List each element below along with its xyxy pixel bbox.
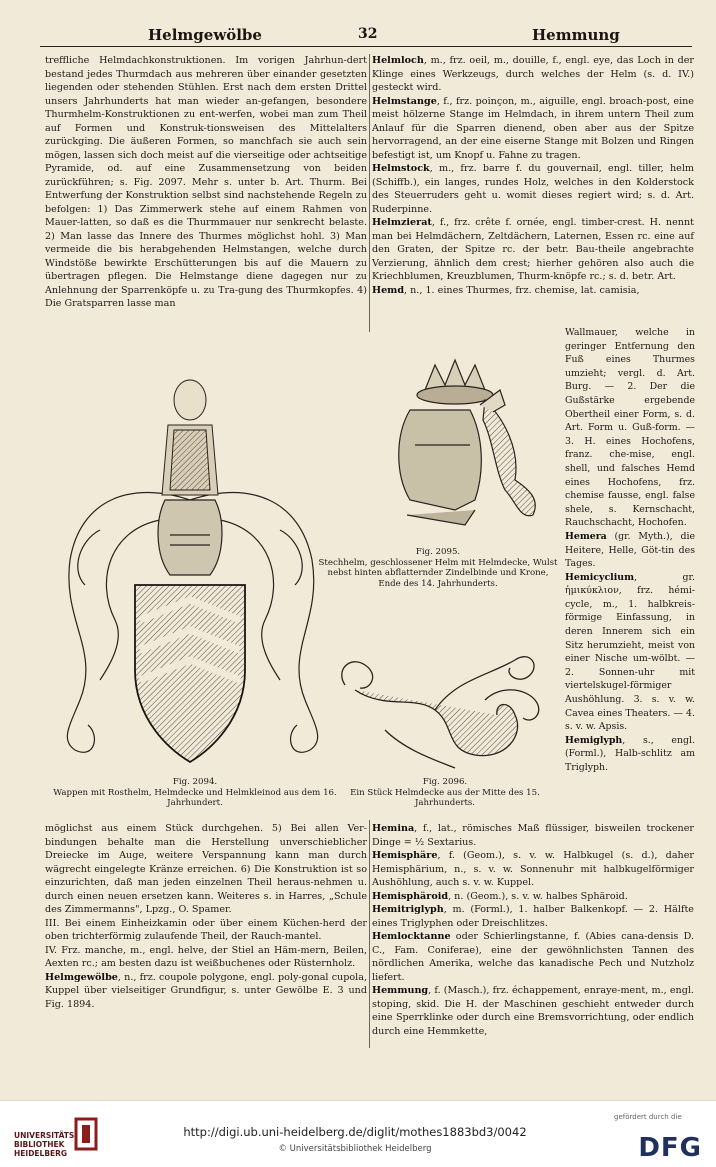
entry-term: Hemisphäroid: [372, 890, 449, 902]
entry-text: Wallmauer, welche in geringer Entfernung den Fuß eines Thurmes umzieht; vergl. d. Art. Burg. — 2. Der die Gußstärke ergebende Obertheil einer Form, s. d. Art. Form u. Guß-form. — 3. H. eines Hochofens, franz. che-mise, engl. shell, und falsches Hemd eines Hochofens, frz. chemise fausse, engl. false shele, s. Kernschacht, Rauchschacht, Hochofen.: [565, 327, 695, 529]
entry-term: Helmloch: [372, 55, 424, 66]
entry-text: , s., engl. (Forml.), Halb-schlitz am Triglyph.: [565, 734, 695, 773]
funding-note: gefördert durch die: [614, 1113, 682, 1121]
caption-number: Fig. 2094.: [172, 777, 218, 787]
dictionary-entry: [372, 822, 694, 849]
entry-text: , m., frz. barre f. du gouvernail, engl. tiller, helm (Schiffb.), ein langes, rundes Holz, welches in den Kolderstock des Steuerruders geht u. womit dieses regiert wird; s. d. Art. Ruderpinne.: [372, 163, 694, 215]
entry-text: , n. (Geom.), s. v. w. halbes Sphäroid.: [448, 890, 628, 902]
page-header: [40, 24, 692, 47]
entry-term: Hemlocktanne: [372, 931, 451, 942]
dictionary-entry: [372, 903, 694, 930]
caption-text: Stechhelm, geschlossener Helm mit Helmdecke, Wulst nebst hinten abflatternder Zindelbinde und Krone, Ende des 14. Jahrhunderts.: [318, 557, 558, 589]
entry-text: , n., frz. coupole polygone, engl. poly-gonal cupola, Kuppel über vielseitiger Grundfigur, s. unter Gewölbe E. 3 und Fig. 1894.: [45, 971, 367, 1010]
dictionary-entry: [565, 734, 695, 775]
dictionary-entry: [372, 890, 694, 904]
entry-term: Hemicyclium: [565, 571, 635, 583]
dictionary-entry: [565, 530, 695, 571]
column-divider-top: [369, 54, 370, 332]
entry-text: IV. Frz. manche, m., engl. helve, der Stiel an Häm-mern, Beilen, Aexten rc.; am besten dazu ist weißbuchenes oder Rüsternholz.: [45, 944, 367, 969]
dictionary-entry: [372, 216, 694, 284]
copyright-notice: © Universitätsbibliothek Heidelberg: [278, 1144, 432, 1154]
entry-text: III. Bei einem Einheizkamin oder über einem Küchen-herd der oben trichterförmig zulaufende Theil, der Rauch-mantel.: [45, 917, 367, 942]
header-right-keyword: Hemmung: [532, 26, 620, 44]
page-number: 32: [358, 26, 378, 42]
entry-text: , f., lat., römisches Maß flüssiger, bisweilen trockener Dinge = ½ Sextarius.: [372, 823, 694, 848]
dictionary-entry: [372, 54, 694, 95]
caption-number: Fig. 2096.: [422, 777, 468, 787]
entry-text: oder Schierlingstanne, f. (Abies cana-densis D. C., Fam. Coniferae), eine der gewöhnlichsten Tannen des nördlichen Amerika, welche das kanadische Pech und Nutzholz liefert.: [372, 931, 694, 983]
caption-text: Wappen mit Rosthelm, Helmdecke und Helmkleinod aus dem 16. Jahrhundert.: [53, 787, 337, 808]
entry-term: Helmstock: [372, 163, 430, 174]
entry-text: (gr. Myth.), die Heitere, Helle, Göt-tin des Tages.: [565, 530, 695, 570]
figure-2095-jousting-helm: [355, 350, 555, 545]
entry-term: Helmzierat: [372, 217, 432, 228]
entry-term: Helmstange: [372, 95, 437, 107]
figure-2094-coat-of-arms: [40, 330, 340, 775]
entry-text: , m., frz. oeil, m., douille, f., engl. eye, das Loch in der Klinge eines Werkzeugs, durch welches der Helm (s. d. IV.) gesteckt wird.: [372, 55, 694, 93]
dictionary-entry: [45, 971, 367, 1012]
dictionary-entry: [45, 917, 367, 944]
dictionary-entry: [372, 984, 694, 1038]
caption-number: Fig. 2095.: [415, 547, 461, 557]
entry-term: Hemitriglyph: [372, 904, 444, 915]
library-logo: [6, 1111, 98, 1157]
dictionary-entry: [565, 571, 695, 734]
left-column-top: [45, 54, 367, 311]
entry-term: Hemera: [565, 530, 607, 542]
dictionary-entry: [372, 284, 694, 298]
entry-text: , f. (Masch.), frz. échappement, enraye-ment, m., engl. stoping, skid. Die H. der Maschinen geschieht entweder durch eine Sperrklinke oder durch eine Bremsvorrichtung, oder endlich durch eine Hemmkette,: [372, 985, 694, 1037]
entry-text: , f. (Geom.), s. v. w. Halbkugel (s. d.), daher Hemisphärium, n., s. v. w. Sonnenuhr mit halbkugelförmiger Aushöhlung, auch s. v. w. Kuppel.: [372, 850, 694, 888]
viewer-footer: [0, 1100, 716, 1167]
entry-term: Helmgewölbe: [45, 971, 118, 983]
entry-text: möglichst aus einem Stück durchgehen. 5) Bei allen Ver-bindungen behalte man die Herstellung unverschieblicher Dreiecke im Auge, weitere Verspannung kann man durch wägrecht eingelegte Kränze erreichen. 6) Die Konstruktion ist so einzurichten, daß man jeden einzelnen Theil heraus-nehmen u. durch einen neuen ersetzen kann. Weiteres s. in Harres, „Schule des Zimmermanns", Lpzg., O. Spamer.: [45, 823, 367, 915]
caption-fig-2094: [45, 777, 345, 809]
left-column-bottom: [45, 822, 367, 1011]
entry-text: , gr. ἡμικύκλιον, frz. hémi-cycle, m., 1. halbkreis-förmige Einfassung, in deren Innerem sich ein Sitz herumzieht, meist von einer Nische um-wölbt. — 2. Sonnen-uhr mit viertelskugel-förmiger Aushöhlung. 3. s. v. w. Cavea eines Theaters. — 4. s. v. w. Apsis.: [565, 571, 695, 733]
caption-text: Ein Stück Helmdecke aus der Mitte des 15. Jahrhunderts.: [350, 787, 540, 808]
entry-term: Hemiglyph: [565, 734, 623, 746]
caption-fig-2096: [325, 777, 565, 809]
dictionary-entry: [45, 944, 367, 971]
dictionary-entry: [372, 162, 694, 216]
entry-text: , f., frz. crête f. ornée, engl. timber-crest. H. nennt man bei Helmdächern, Zeltdächern, Laternen, Essen rc. eine auf den Graten, der Spitze rc. der betr. Bau-theile angebrachte Verzierung, ähnlich dem crest; hierher gehören also auch die Kriechblumen, Kreuzblumen, Thurm-knöpfe rc.; s. d. betr. Art.: [372, 217, 694, 282]
entry-text: , n., 1. eines Thurmes, frz. chemise, lat. camisia,: [404, 284, 640, 296]
figure-2096-mantling: [325, 640, 565, 775]
entry-term: Hemina: [372, 823, 415, 834]
entry-term: Hemmung: [372, 985, 429, 996]
column-divider-bottom: [369, 820, 370, 1048]
dictionary-entry: [45, 822, 367, 917]
paragraph: treffliche Helmdachkonstruktionen. Im vorigen Jahrhun-dert bestand jedes Thurmdach aus mehreren über einander gesetzten liegenden oder stehenden Stühlen. Erst nach dem ersten Drittel unsers Jahrhunderts hat man wieder an-gefangen, besondere Thurmhelm-Konstruktionen zu ent-werfen, wobei man zum Theil auf Formen und Konstruk-tionsweisen des Mittelalters zurückging. Die äußeren Formen, so manchfach sie auch sein mögen, lassen sich doch meist auf die vierseitige oder achtseitige Pyramide, od. auf eine Zusammensetzung von beiden zurückführen; s. Fig. 2097. Mehr s. unter b. Art. Thurm. Bei Entwerfung der Konstruktion selbst sind nachstehende Regeln zu befolgen: 1) Das Zimmerwerk stehe auf einem Rahmen von Mauer-latten, so daß es die Thurmmauer nur senkrecht belaste. 2) Man lasse das Innere des Thurmes möglichst hohl. 3) Man vermeide die bis herabgehenden Helmstangen, welche durch Windstöße bewirkte Erschütterungen bis auf die Mauern zu übertragen pflegen. Die Helmstange diene dagegen nur zu Anlehnung der Sparrenköpfe u. zu Tra-gung des Thurmkopfes. 4) Die Gratsparren lasse man: [45, 55, 367, 309]
library-emblem-icon: [74, 1117, 98, 1151]
entry-term: Hemisphäre: [372, 850, 438, 861]
right-column-bottom: [372, 822, 694, 1038]
permalink-url[interactable]: http://digi.ub.uni-heidelberg.de/diglit/mothes1883bd3/0042: [183, 1125, 527, 1139]
right-column-narrow: [565, 326, 695, 775]
entry-text: , m. (Forml.), 1. halber Balkenkopf. — 2. Hälfte eines Triglyphen oder Dreischlitzes.: [372, 904, 694, 929]
dfg-logo: DFG: [638, 1133, 702, 1163]
dictionary-entry: [565, 326, 695, 530]
library-name: UNIVERSITÄTS- BIBLIOTHEK HEIDELBERG: [14, 1131, 78, 1158]
right-column-top: [372, 54, 694, 297]
dictionary-entry: [372, 849, 694, 890]
header-left-keyword: Helmgewölbe: [148, 26, 262, 44]
dictionary-entry: [372, 95, 694, 163]
dictionary-entry: [372, 930, 694, 984]
caption-fig-2095: [318, 547, 558, 589]
entry-term: Hemd: [372, 284, 405, 296]
entry-text: , f., frz. poinçon, m., aiguille, engl. broach-post, eine meist hölzerne Stange im Helmdach, in ihrem untern Theil zum Anlauf für die Sparren dienend, oben aber aus der Spitze hervorragend, an der eine eiserne Stange mit Bolzen und Ringen befestigt ist, um Knopf u. Fahne zu tragen.: [372, 95, 694, 161]
